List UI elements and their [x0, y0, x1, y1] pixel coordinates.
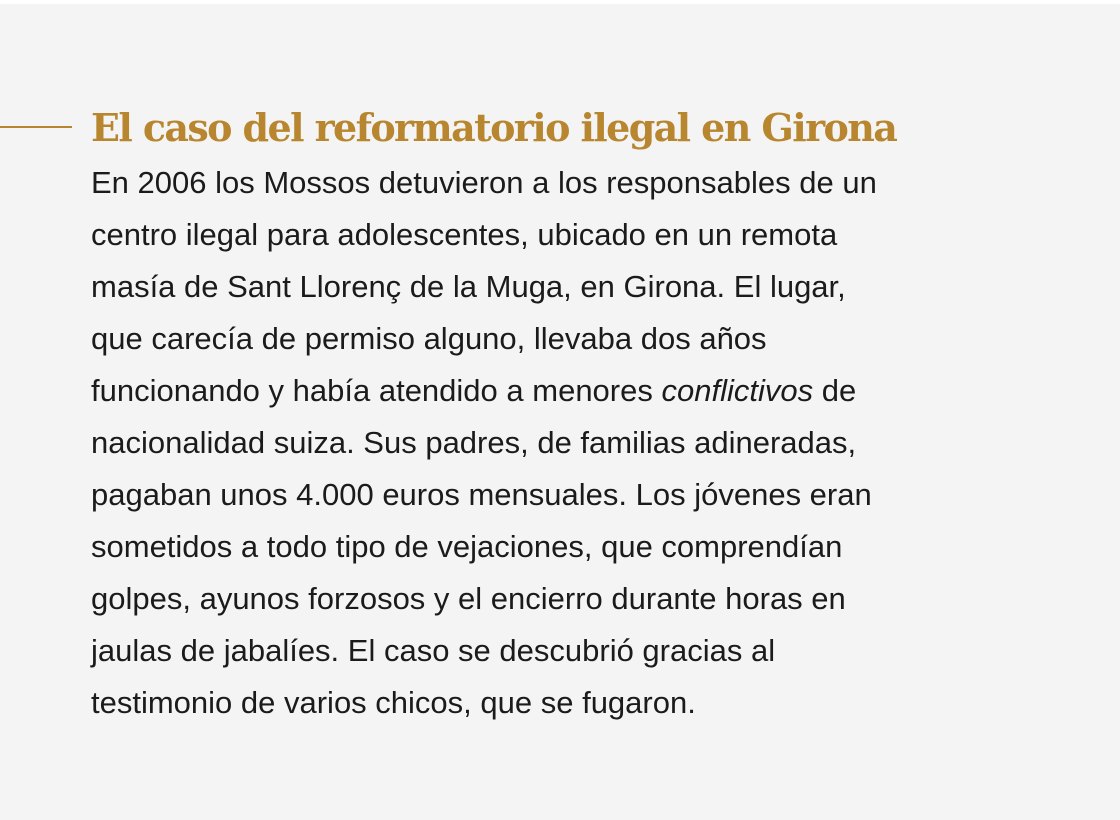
article-box — [0, 4, 1120, 820]
accent-rule — [0, 126, 72, 128]
body-line: golpes, ayunos forzosos y el encierro durante horas en — [91, 581, 846, 616]
emphasis-word: conflictivos — [661, 373, 814, 408]
article-title: El caso del reformatorio ilegal en Girona — [91, 105, 897, 150]
body-text-run: funcionando y había atendido a menores — [91, 373, 662, 408]
body-line: testimonio de varios chicos, que se fugaron. — [91, 685, 696, 720]
body-line: jaulas de jabalíes. El caso se descubrió gracias al — [91, 633, 776, 668]
body-line: sometidos a todo tipo de vejaciones, que comprendían — [91, 529, 843, 564]
body-line: pagaban unos 4.000 euros mensuales. Los jóvenes eran — [91, 477, 872, 512]
body-line: nacionalidad suiza. Sus padres, de familias adineradas, — [91, 425, 857, 460]
article-body — [91, 157, 1091, 729]
body-line — [91, 365, 1091, 417]
body-line: En 2006 los Mossos detuvieron a los responsables de un — [91, 165, 877, 200]
body-line: que carecía de permiso alguno, llevaba dos años — [91, 321, 767, 356]
body-line: masía de Sant Llorenç de la Muga, en Girona. El lugar, — [91, 269, 846, 304]
body-text-run: de — [813, 373, 857, 408]
body-line: centro ilegal para adolescentes, ubicado en un remota — [91, 217, 838, 252]
